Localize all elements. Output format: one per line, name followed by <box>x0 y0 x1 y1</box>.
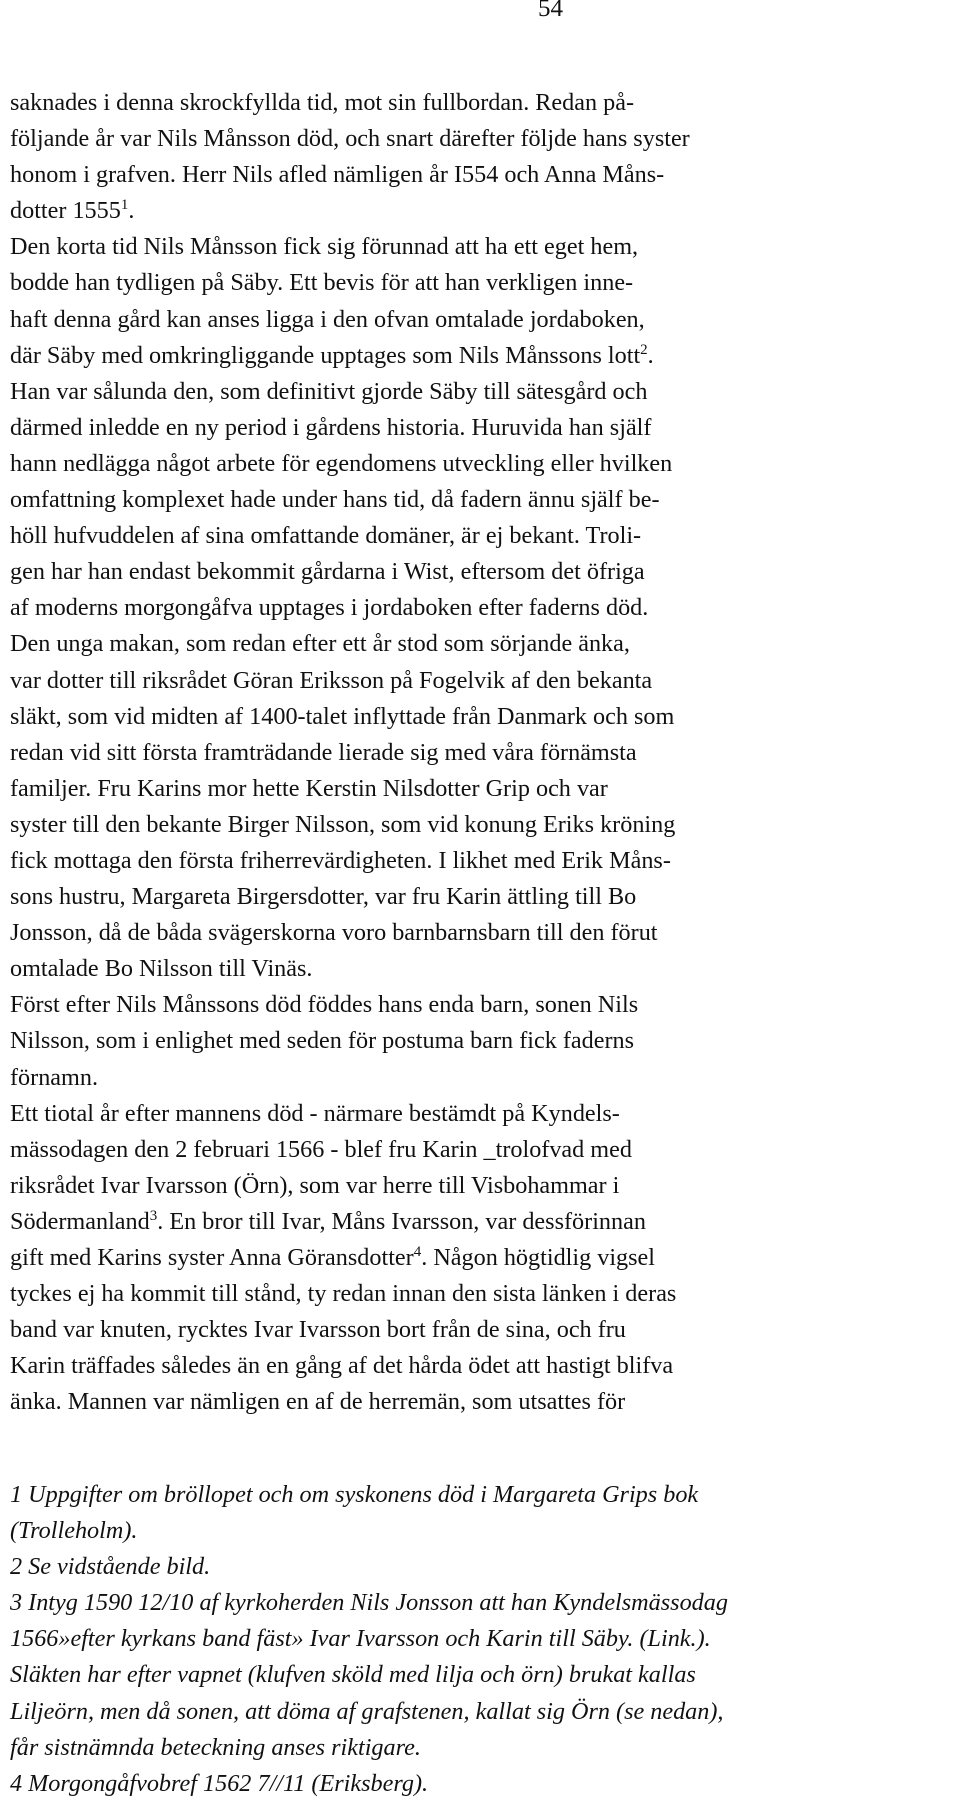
body-line-text: mässodagen den 2 februari 1566 - blef fru Karin _trolofvad med <box>10 1135 632 1163</box>
body-line-text: Den korta tid Nils Månsson fick sig förunnad att ha ett eget hem, <box>10 233 639 261</box>
body-line-text: familjer. Fru Karins mor hette Kerstin Nilsdotter Grip och var <box>10 774 608 802</box>
body-line <box>10 265 958 301</box>
body-line-text: sons hustru, Margareta Birgersdotter, var fru Karin ättling till Bo <box>10 883 637 911</box>
body-line <box>10 699 958 735</box>
body-line <box>10 85 958 121</box>
body-line <box>10 410 958 446</box>
footnote-line: 2 Se vidstående bild. <box>10 1553 211 1581</box>
body-line-text: Ett tiotal år efter mannens död - närmare bestämdt på Kyndels- <box>10 1099 620 1127</box>
body-line <box>10 157 958 193</box>
body-line-text: syster till den bekante Birger Nilsson, som vid konung Eriks kröning <box>10 810 676 838</box>
body-line <box>10 1096 958 1132</box>
footnote-marker: 2 <box>640 341 648 358</box>
body-line-text: änka. Mannen var nämligen en af de herremän, som utsattes för <box>10 1388 626 1416</box>
body-line <box>10 807 958 843</box>
body-line-text: bodde han tydligen på Säby. Ett bevis för att han verkligen inne- <box>10 269 634 297</box>
body-line-text: förnamn. <box>10 1063 98 1091</box>
body-line-text: Först efter Nils Månssons död föddes hans enda barn, sonen Nils <box>10 991 639 1019</box>
footnote-marker: 3 <box>149 1207 158 1224</box>
footnote-line: Släkten har efter vapnet (klufven sköld med lilja och örn) brukat kallas <box>10 1661 696 1689</box>
body-line-text: riksrådet Ivar Ivarsson (Örn), som var herre till Visbohammar i <box>10 1171 620 1199</box>
body-line-text: dotter 1555 <box>10 197 121 225</box>
body-line-text: hann nedlägga något arbete för egendomens utveckling eller hvilken <box>10 449 673 477</box>
body-line-tail: . Någon högtidlig vigsel <box>421 1244 656 1271</box>
body-line <box>10 663 958 699</box>
body-line-text: därmed inledde en ny period i gårdens historia. Huruvida han själf <box>10 413 652 441</box>
footnote-line: (Trolleholm). <box>10 1517 138 1545</box>
body-line-text: var dotter till riksrådet Göran Eriksson på Fogelvik af den bekanta <box>10 666 653 694</box>
body-line <box>10 1204 958 1240</box>
body-line-text: band var knuten, rycktes Ivar Ivarsson bort från de sina, och fru <box>10 1316 626 1344</box>
footnotes <box>10 1477 958 1802</box>
body-line <box>10 338 958 374</box>
body-line <box>10 1276 958 1312</box>
body-line-text: följande år var Nils Månsson död, och snart därefter följde hans syster <box>10 125 690 153</box>
body-line <box>10 374 958 410</box>
body-line <box>10 229 958 265</box>
body-line <box>10 771 958 807</box>
body-line-text: höll hufvuddelen af sina omfattande domäner, är ej bekant. Troli- <box>10 522 642 550</box>
body-line-text: tyckes ej ha kommit till stånd, ty redan innan den sista länken i deras <box>10 1280 677 1308</box>
body-line <box>10 1240 958 1276</box>
body-line <box>10 915 958 951</box>
body-line <box>10 843 958 879</box>
body-line-text: Den unga makan, som redan efter ett år stod som sörjande änka, <box>10 630 630 658</box>
body-line <box>10 626 958 662</box>
body-line <box>10 446 958 482</box>
footnote-line: får sistnämnda beteckning anses riktigare. <box>10 1733 421 1761</box>
body-line-text: Karin träffades således än en gång af det hårda ödet att hastigt blifva <box>10 1352 674 1380</box>
body-line <box>10 121 958 157</box>
body-line-text: gen har han endast bekommit gårdarna i Wist, eftersom det öfriga <box>10 558 645 586</box>
body-line <box>10 1168 958 1204</box>
body-line-text: honom i grafven. Herr Nils afled nämligen år I554 och Anna Måns- <box>10 161 665 189</box>
body-line <box>10 302 958 338</box>
body-line-text: af moderns morgongåfva upptages i jordaboken efter faderns död. <box>10 594 649 622</box>
footnote-line: 4 Morgongåfvobref 1562 7//11 (Eriksberg). <box>10 1769 429 1797</box>
body-line-text: haft denna gård kan anses ligga i den ofvan omtalade jordaboken, <box>10 305 645 333</box>
body-line-text: Södermanland <box>10 1207 150 1235</box>
body-line-text: omfattning komplexet hade under hans tid, då fadern ännu själf be- <box>10 486 660 514</box>
body-line-text: saknades i denna skrockfyllda tid, mot sin fullbordan. Redan på- <box>10 89 635 116</box>
page-number: 54 <box>538 0 563 22</box>
body-line-text: Nilsson, som i enlighet med seden för postuma barn fick faderns <box>10 1027 635 1055</box>
body-line <box>10 879 958 915</box>
body-line-text: fick mottaga den första friherrevärdigheten. I likhet med Erik Måns- <box>10 846 671 874</box>
body-text <box>10 85 958 1420</box>
body-line-text: där Säby med omkringliggande upptages som Nils Månssons lott <box>10 341 641 369</box>
body-line-text: omtalade Bo Nilsson till Vinäs. <box>10 955 313 983</box>
body-line-text: Han var sålunda den, som definitivt gjorde Säby till sätesgård och <box>10 377 648 405</box>
footnote-line: Liljeörn, men då sonen, att döma af grafstenen, kallat sig Örn (se nedan), <box>10 1697 724 1725</box>
body-line-tail: . <box>128 197 135 225</box>
body-line-text: redan vid sitt första framträdande lierade sig med våra förnämsta <box>10 738 637 766</box>
footnote-line: 1566»efter kyrkans band fäst» Ivar Ivarsson och Karin till Säby. (Link.). <box>10 1625 711 1653</box>
body-line-tail: . En bror till Ivar, Måns Ivarsson, var dessförinnan <box>157 1207 646 1235</box>
body-line <box>10 1060 958 1096</box>
footnote-marker: 1 <box>120 197 129 214</box>
body-line <box>10 1348 958 1384</box>
body-line <box>10 554 958 590</box>
body-line <box>10 1132 958 1168</box>
body-line <box>10 1384 958 1420</box>
body-line-text: Jonsson, då de båda svägerskorna voro barnbarnsbarn till den förut <box>10 919 658 947</box>
body-line <box>10 193 958 229</box>
footnote-marker: 4 <box>413 1243 422 1260</box>
body-line <box>10 518 958 554</box>
body-line <box>10 987 958 1023</box>
body-line <box>10 735 958 771</box>
body-line-tail: . <box>647 341 654 369</box>
footnote-line: 3 Intyg 1590 12/10 af kyrkoherden Nils Jonsson att han Kyndelsmässodag <box>10 1589 728 1617</box>
body-line <box>10 951 958 987</box>
body-line-text: släkt, som vid midten af 1400-talet inflyttade från Danmark och som <box>10 702 675 730</box>
body-line <box>10 1023 958 1059</box>
body-line <box>10 1312 958 1348</box>
footnote-line: 1 Uppgifter om bröllopet och om syskonens död i Margareta Grips bok <box>10 1481 699 1508</box>
body-line <box>10 590 958 626</box>
body-line-text: gift med Karins syster Anna Göransdotter <box>10 1244 414 1271</box>
body-line <box>10 482 958 518</box>
